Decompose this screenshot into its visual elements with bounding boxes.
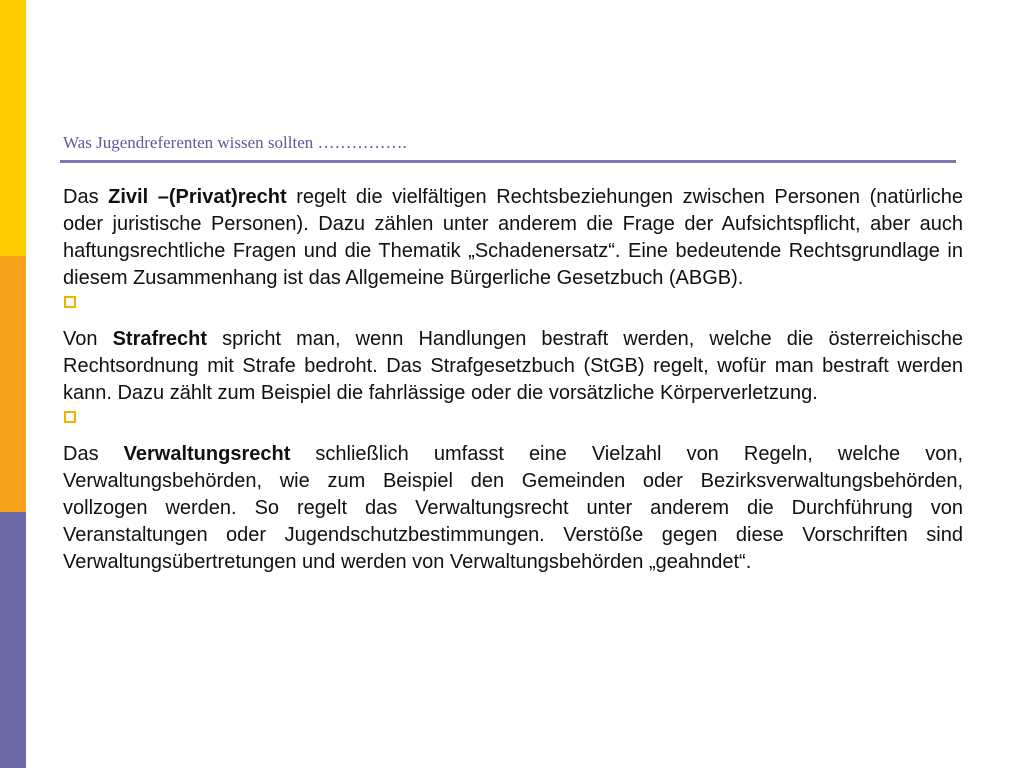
- bullet-row: [63, 407, 963, 441]
- paragraph-zivilrecht: [63, 184, 963, 292]
- paragraph-lead: Das: [63, 443, 124, 465]
- hollow-square-bullet-icon: [64, 296, 76, 308]
- slide-body: [63, 184, 963, 576]
- term-verwaltungsrecht: Verwaltungsrecht: [123, 443, 291, 465]
- slide-title: Was Jugendreferenten wissen sollten …………….: [63, 133, 407, 152]
- paragraph-text: schließlich umfasst eine Vielzahl von Regeln, welche von, Verwaltungsbehörden, wie zum Beispiel den Gemeinden oder Bezirksverwaltungsbehörden, vollzogen werden. So regelt das Verwaltungsrecht unter anderem die Durchführung von Veranstaltungen oder Jugendschutzbestimmungen. Verstöße gegen diese Vorschriften sind Verwaltungsübertretungen und werden von Verwaltungsbehörden „geahndet“.: [63, 443, 964, 573]
- paragraph-text: spricht man, wenn Handlungen bestraft werden, welche die österreichische Rechtsordnung mit Strafe bedroht. Das Strafgesetzbuch (StGB) regelt, wofür man bestraft werden kann. Dazu zählt zum Beispiel die fahrlässige oder die vorsätzliche Körperverletzung.: [63, 328, 963, 404]
- term-strafrecht: Strafrecht: [112, 328, 208, 350]
- side-band-yellow: [0, 0, 26, 256]
- paragraph-text: regelt die vielfältigen Rechtsbeziehungen zwischen Personen (natürliche oder juristische Personen). Dazu zählen unter anderem die Frage der Aufsichtspflicht, aber auch haftungsrechtliche Fragen und die Thematik „Schadenersatz“. Eine bedeutende Rechtsgrundlage in diesem Zusammenhang ist das Allgemeine Bürgerliche Gesetzbuch (ABGB).: [63, 186, 963, 289]
- paragraph-strafrecht: [63, 326, 963, 407]
- paragraph-lead: Von: [63, 328, 113, 350]
- title-divider: [60, 160, 956, 163]
- bullet-row: [63, 292, 963, 326]
- paragraph-verwaltungsrecht: [63, 441, 963, 576]
- hollow-square-bullet-icon: [64, 411, 76, 423]
- paragraph-lead: Das: [63, 186, 109, 208]
- side-band-blue: [0, 512, 26, 768]
- side-band-orange: [0, 256, 26, 512]
- term-zivilrecht: Zivil –(Privat)recht: [108, 186, 287, 208]
